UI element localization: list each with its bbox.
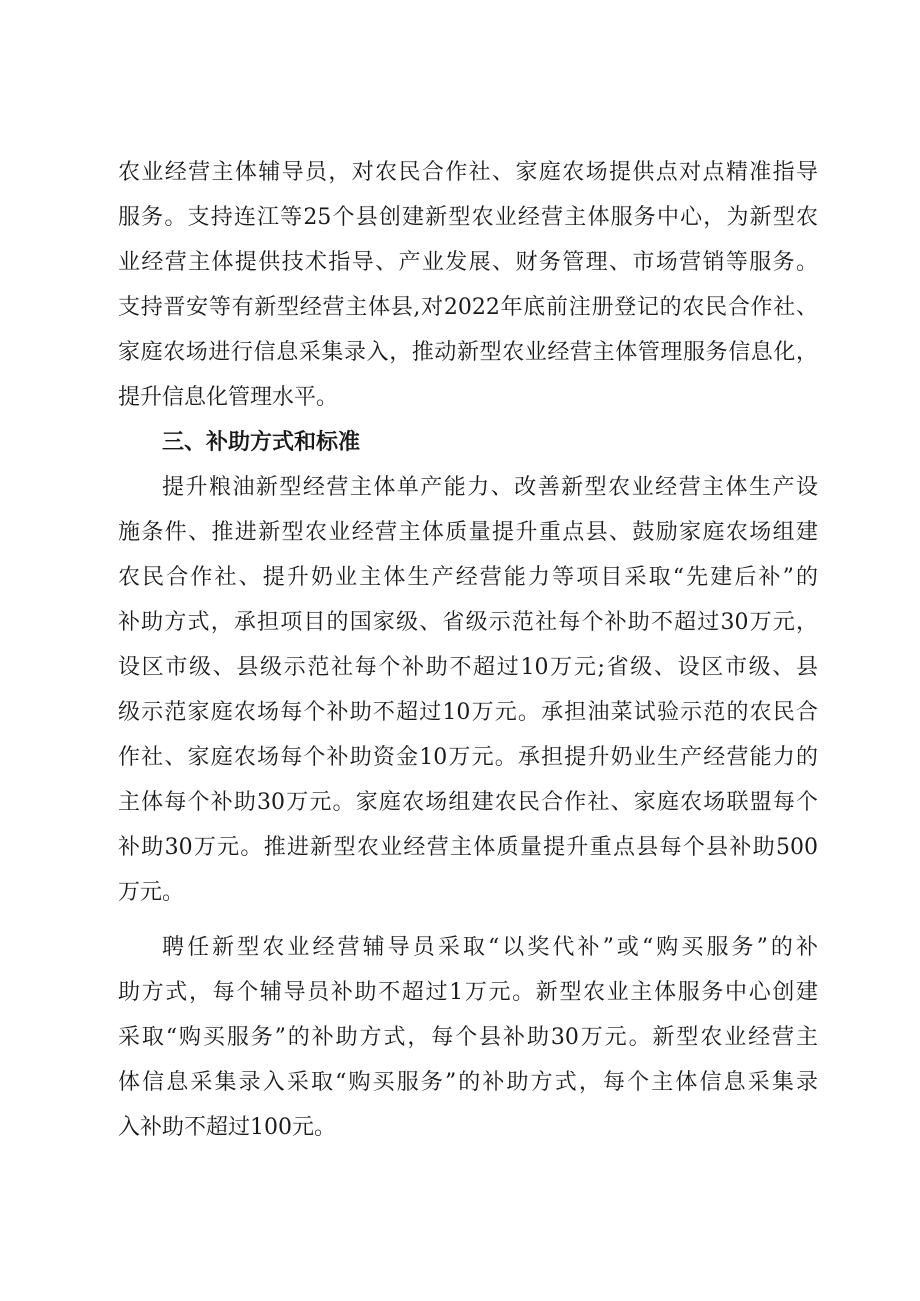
paragraph-2 <box>118 465 818 915</box>
text-line: 级示范家庭农场每个补助不超过10万元。承担油菜试验示范的农民合 <box>118 700 818 725</box>
text-line: 入补助不超过100元。 <box>118 1115 336 1140</box>
text-line: 支持晋安等有新型经营主体县,对2022年底前注册登记的农民合作社、 <box>118 295 818 320</box>
document-body <box>118 150 818 1150</box>
text-line: 主体每个补助30万元。家庭农场组建农民合作社、家庭农场联盟每个 <box>118 790 818 815</box>
text-line: 家庭农场进行信息采集录入，推动新型农业经营主体管理服务信息化， <box>118 340 818 365</box>
text-line: 设区市级、县级示范社每个补助不超过10万元;省级、设区市级、县 <box>118 655 818 680</box>
text-line: 体信息采集录入采取“购买服务”的补助方式，每个主体信息采集录 <box>118 1070 818 1095</box>
text-line: 聘任新型农业经营辅导员采取“以奖代补”或“购买服务”的补 <box>162 935 818 960</box>
text-line: 农业经营主体辅导员，对农民合作社、家庭农场提供点对点精准指导 <box>118 160 818 185</box>
text-line: 提升信息化管理水平。 <box>118 385 339 410</box>
paragraph-3 <box>118 925 818 1150</box>
section-heading: 三、补助方式和标准 <box>162 430 361 455</box>
paragraph-1 <box>118 150 818 420</box>
text-line: 万元。 <box>118 880 185 905</box>
text-line: 业经营主体提供技术指导、产业发展、财务管理、市场营销等服务。 <box>118 250 818 275</box>
text-line: 采取“购买服务”的补助方式，每个县补助30万元。新型农业经营主 <box>118 1025 818 1050</box>
text-line: 助方式，每个辅导员补助不超过1万元。新型农业主体服务中心创建 <box>118 980 818 1005</box>
text-line: 作社、家庭农场每个补助资金10万元。承担提升奶业生产经营能力的 <box>118 745 818 770</box>
text-line: 提升粮油新型经营主体单产能力、改善新型农业经营主体生产设 <box>162 475 818 500</box>
text-line: 农民合作社、提升奶业主体生产经营能力等项目采取“先建后补”的 <box>118 565 818 590</box>
text-line: 服务。支持连江等25个县创建新型农业经营主体服务中心，为新型农 <box>118 205 818 230</box>
text-line: 补助方式，承担项目的国家级、省级示范社每个补助不超过30万元， <box>118 610 818 635</box>
text-line: 补助30万元。推进新型农业经营主体质量提升重点县每个县补助500 <box>118 835 818 860</box>
text-line: 施条件、推进新型农业经营主体质量提升重点县、鼓励家庭农场组建 <box>118 520 818 545</box>
